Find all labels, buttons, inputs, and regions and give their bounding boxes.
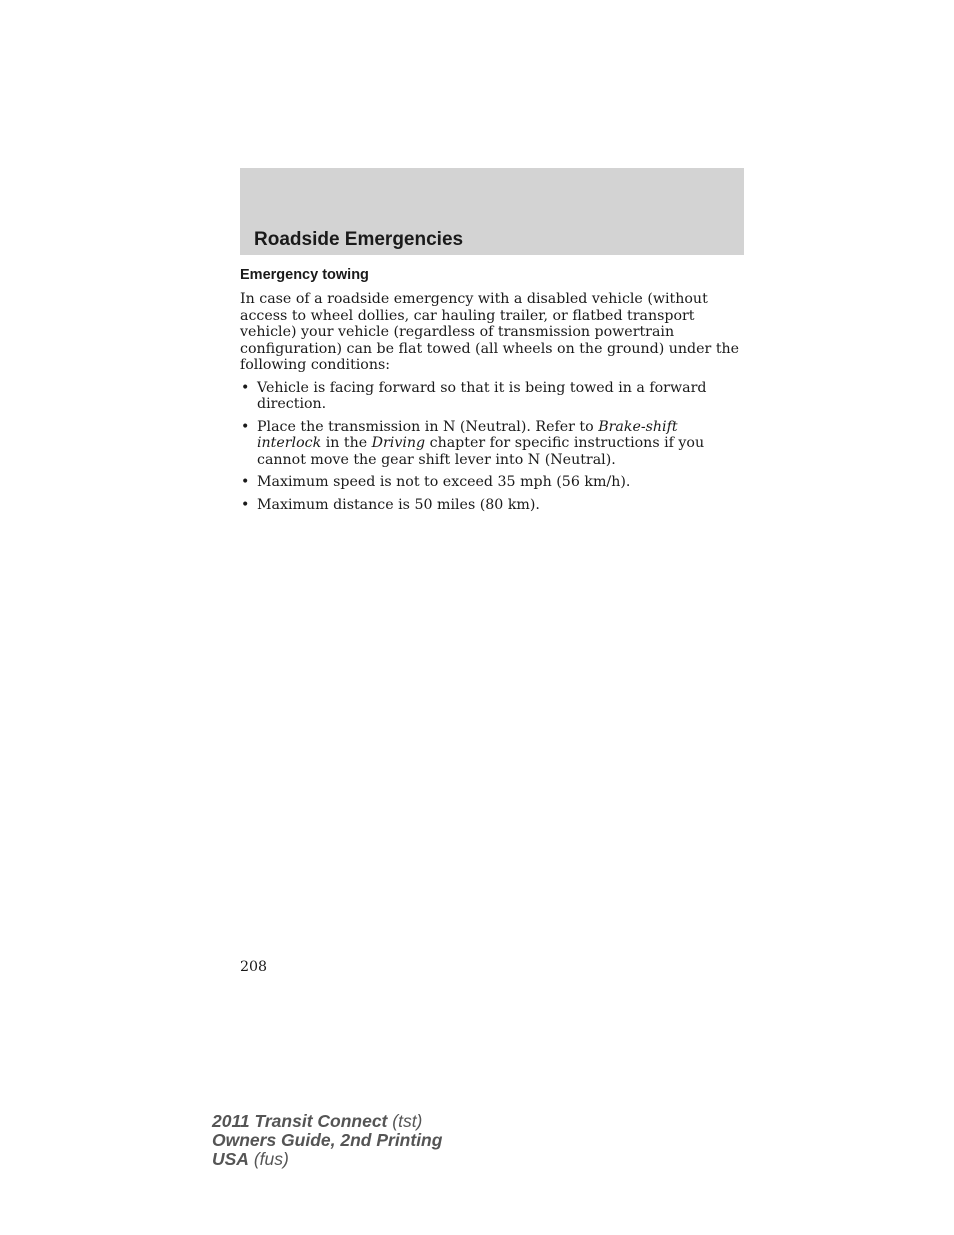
bullet-marker: •	[241, 474, 250, 490]
list-item	[240, 497, 746, 514]
list-item-text: Maximum speed is not to exceed 35 mph (56 km/h).	[257, 474, 631, 490]
list-item	[240, 419, 746, 469]
footer-model-name: 2011 Transit Connect	[212, 1111, 388, 1131]
footer-market-code: (fus)	[248, 1149, 289, 1169]
bullet-marker: •	[241, 496, 250, 513]
section-header-band	[240, 168, 744, 255]
list-item-text: Place the transmission in N (Neutral). Refer to	[257, 418, 599, 435]
intro-paragraph: In case of a roadside emergency with a disabled vehicle (without access to wheel dollies, car hauling trailer, or flatbed transport vehicle) your vehicle (regardless of transmission powertrain configuration) can be flat towed (all wheels on the ground) under the following conditions:	[240, 291, 740, 373]
section-title: Roadside Emergencies	[254, 229, 464, 250]
list-item-text: chapter for specific instructions if you cannot move the gear shift lever into N (Neutral).	[257, 435, 705, 468]
list-item-text: in the	[321, 435, 372, 451]
list-item	[240, 474, 746, 491]
footer-model-code: (tst)	[387, 1111, 423, 1131]
page-number: 208	[240, 959, 268, 975]
footer-edition: Owners Guide, 2nd Printing	[212, 1130, 443, 1150]
footer-line-edition	[212, 1131, 442, 1150]
body-content	[240, 291, 746, 519]
bullet-marker: •	[241, 379, 250, 396]
list-item-text: Vehicle is facing forward so that it is being towed in a forward direction.	[257, 379, 707, 412]
cross-reference-driving-chapter: Driving	[371, 435, 426, 451]
document-footer	[212, 1112, 442, 1169]
footer-line-model	[212, 1112, 442, 1131]
subsection-heading: Emergency towing	[240, 267, 369, 283]
conditions-list	[240, 380, 746, 514]
footer-market: USA	[212, 1149, 249, 1169]
list-item-text: Maximum distance is 50 miles (80 km).	[257, 496, 540, 513]
list-item	[240, 380, 746, 413]
cross-reference-brake-shift-interlock: Brake-shift interlock	[257, 418, 678, 451]
footer-line-market	[212, 1150, 442, 1169]
bullet-marker: •	[241, 418, 250, 435]
